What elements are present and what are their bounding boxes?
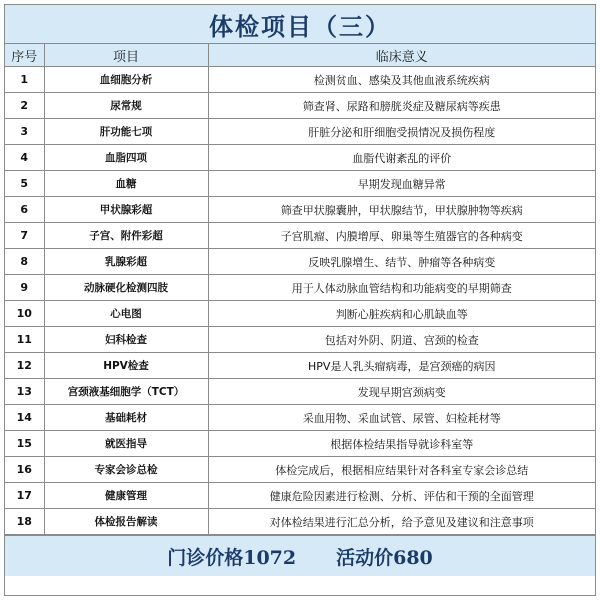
row-number: 2	[5, 93, 44, 119]
row-number: 4	[5, 145, 44, 171]
row-number: 10	[5, 301, 44, 327]
table-row	[5, 457, 595, 483]
page-title: 体检项目（三）	[5, 5, 595, 44]
row-meaning: 发现早期宫颈病变	[208, 379, 595, 405]
row-meaning: 子宫肌瘤、内膜增厚、卵巢等生殖器官的各种病变	[208, 223, 595, 249]
row-item: 宫颈液基细胞学（TCT）	[44, 379, 208, 405]
row-number: 11	[5, 327, 44, 353]
row-item: 尿常规	[44, 93, 208, 119]
row-meaning: 检测贫血、感染及其他血液系统疾病	[208, 67, 595, 93]
table-row	[5, 145, 595, 171]
table-row	[5, 223, 595, 249]
row-meaning: 用于人体动脉血管结构和功能病变的早期筛查	[208, 275, 595, 301]
table-row	[5, 171, 595, 197]
row-meaning: 判断心脏疾病和心肌缺血等	[208, 301, 595, 327]
row-number: 14	[5, 405, 44, 431]
row-number: 7	[5, 223, 44, 249]
row-item: 基础耗材	[44, 405, 208, 431]
row-item: 血细胞分析	[44, 67, 208, 93]
table-row	[5, 379, 595, 405]
price-footer	[5, 535, 595, 576]
table-row	[5, 93, 595, 119]
row-number: 13	[5, 379, 44, 405]
row-number: 18	[5, 509, 44, 535]
row-meaning: 血脂代谢紊乱的评价	[208, 145, 595, 171]
row-number: 9	[5, 275, 44, 301]
row-meaning: 采血用物、采血试管、尿管、妇检耗材等	[208, 405, 595, 431]
row-item: 健康管理	[44, 483, 208, 509]
row-meaning: 肝脏分泌和肝细胞受损情况及损伤程度	[208, 119, 595, 145]
row-meaning: 体检完成后，根据相应结果针对各科室专家会诊总结	[208, 457, 595, 483]
checkup-sheet	[4, 4, 596, 596]
row-meaning: 对体检结果进行汇总分析，给予意见及建议和注意事项	[208, 509, 595, 535]
row-item: 体检报告解读	[44, 509, 208, 535]
table-row	[5, 483, 595, 509]
row-meaning: 健康危险因素进行检测、分析、评估和干预的全面管理	[208, 483, 595, 509]
row-meaning: 包括对外阴、阴道、宫颈的检查	[208, 327, 595, 353]
row-meaning: 反映乳腺增生、结节、肿瘤等各种病变	[208, 249, 595, 275]
table-row	[5, 197, 595, 223]
row-item: 子宫、附件彩超	[44, 223, 208, 249]
row-item: 心电图	[44, 301, 208, 327]
row-item: 血糖	[44, 171, 208, 197]
row-item: 就医指导	[44, 431, 208, 457]
row-meaning: 早期发现血糖异常	[208, 171, 595, 197]
header-no: 序号	[5, 44, 44, 67]
row-item: 肝功能七项	[44, 119, 208, 145]
checkup-table	[5, 44, 595, 535]
row-item: HPV检查	[44, 353, 208, 379]
clinic-price: 门诊价格1072	[167, 546, 297, 569]
row-item: 甲状腺彩超	[44, 197, 208, 223]
row-number: 1	[5, 67, 44, 93]
table-row	[5, 119, 595, 145]
row-number: 15	[5, 431, 44, 457]
row-number: 12	[5, 353, 44, 379]
row-number: 3	[5, 119, 44, 145]
row-number: 17	[5, 483, 44, 509]
row-item: 妇科检查	[44, 327, 208, 353]
table-row	[5, 275, 595, 301]
table-row	[5, 509, 595, 535]
table-row	[5, 301, 595, 327]
row-item: 动脉硬化检测四肢	[44, 275, 208, 301]
row-number: 5	[5, 171, 44, 197]
table-row	[5, 405, 595, 431]
row-meaning: 根据体检结果指导就诊科室等	[208, 431, 595, 457]
table-row	[5, 353, 595, 379]
table-row	[5, 249, 595, 275]
row-item: 专家会诊总检	[44, 457, 208, 483]
row-item: 乳腺彩超	[44, 249, 208, 275]
header-meaning: 临床意义	[208, 44, 595, 67]
table-header-row	[5, 44, 595, 67]
row-number: 16	[5, 457, 44, 483]
row-number: 8	[5, 249, 44, 275]
row-meaning: HPV是人乳头瘤病毒，是宫颈癌的病因	[208, 353, 595, 379]
table-row	[5, 327, 595, 353]
header-item: 项目	[44, 44, 208, 67]
row-number: 6	[5, 197, 44, 223]
table-row	[5, 67, 595, 93]
row-item: 血脂四项	[44, 145, 208, 171]
row-meaning: 筛查甲状腺囊肿，甲状腺结节，甲状腺肿物等疾病	[208, 197, 595, 223]
promo-price: 活动价680	[336, 546, 433, 569]
row-meaning: 筛查肾、尿路和膀胱炎症及糖尿病等疾患	[208, 93, 595, 119]
table-row	[5, 431, 595, 457]
